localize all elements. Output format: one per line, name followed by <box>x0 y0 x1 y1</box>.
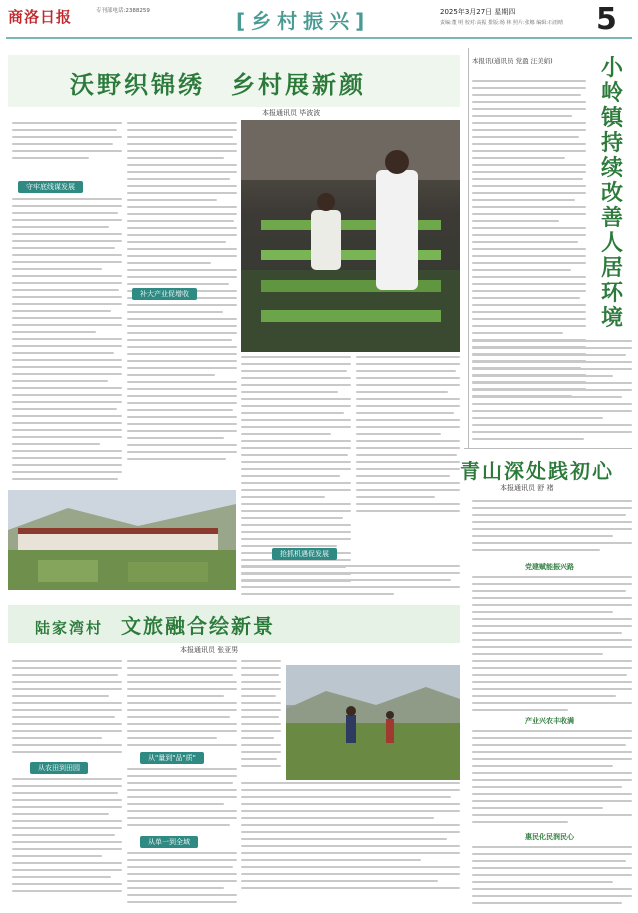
feature-headline: 文旅融合绘新景 <box>121 614 276 638</box>
side-story-2-subhead-1: 党建赋能振兴路 <box>525 563 574 571</box>
side-story-2-part-3 <box>472 846 632 909</box>
lead-subhead-3: 抢抓机遇促发展 <box>272 548 337 560</box>
side-story-1-title: 小岭镇持续改善人居环境 <box>600 56 623 331</box>
masthead <box>0 0 638 42</box>
feature-byline: 本报通讯员 张亚男 <box>180 646 239 654</box>
lead-subhead-1: 守牢底线谋发展 <box>18 181 83 193</box>
lead-byline: 本报通讯员 毕波波 <box>262 109 321 117</box>
masthead-rule <box>6 37 632 39</box>
lead-column-1b <box>12 198 122 485</box>
photo-illustration <box>241 120 460 352</box>
section-title: [乡村振兴] <box>236 9 371 33</box>
greenhouse-workers-photo <box>241 120 460 352</box>
side-story-2-part-1 <box>472 576 632 716</box>
feature-column-3a <box>241 660 281 772</box>
side-story-1-column-b <box>472 340 632 445</box>
feature-subhead-1: 从农田到田园 <box>30 762 88 774</box>
side-story-2-byline: 本报通讯员 舒 褚 <box>500 484 554 492</box>
feature-column-2 <box>127 660 237 751</box>
lead-column-1 <box>12 122 122 164</box>
side-story-2-subhead-3: 惠民化民润民心 <box>525 833 574 841</box>
feature-subhead-2: 从"量到"品"质" <box>140 752 204 764</box>
field-illustration <box>286 665 460 780</box>
staff-credits: 责编:董 明 校对:高振 排版:杨 林 照片:张娜 编辑:石雨晴 <box>440 20 563 26</box>
village-illustration <box>8 490 236 590</box>
feature-column-1b <box>12 778 122 897</box>
column-divider <box>468 48 469 448</box>
lead-subhead-2: 补大产业促增收 <box>132 288 197 300</box>
lead-title-part-b: 乡村展新颜 <box>231 71 366 99</box>
lead-column-5 <box>241 565 460 600</box>
feature-column-2c <box>127 852 237 908</box>
side-story-2-part-2 <box>472 730 632 828</box>
feature-column-1 <box>12 660 122 758</box>
lead-title <box>70 65 366 100</box>
side-story-1-byline: 本报讯(通讯员 党盈 汪美娟) <box>472 57 553 65</box>
lead-title-part-a: 沃野织锦绣 <box>70 71 205 99</box>
feature-location: 陆家湾村 <box>35 619 104 637</box>
logo-subtitle: 专刊部电话:2388259 <box>96 8 150 14</box>
page-number: 5 <box>596 2 617 37</box>
feature-title <box>35 610 275 639</box>
section-divider <box>464 448 632 449</box>
field-workers-photo <box>286 665 460 780</box>
feature-subhead-3: 从单一到全域 <box>140 836 198 848</box>
village-photo <box>8 490 236 590</box>
feature-column-2b <box>127 768 237 831</box>
side-story-2-subhead-2: 产业兴农丰收满 <box>525 717 574 725</box>
lead-column-4 <box>356 356 460 517</box>
side-story-2-intro <box>472 500 632 556</box>
dateline: 2025年3月27日 星期四 <box>440 8 516 16</box>
feature-column-3 <box>241 782 460 894</box>
side-story-2-title: 青山深处践初心 <box>460 459 614 483</box>
newspaper-logo: 商洛日报 <box>8 8 73 26</box>
